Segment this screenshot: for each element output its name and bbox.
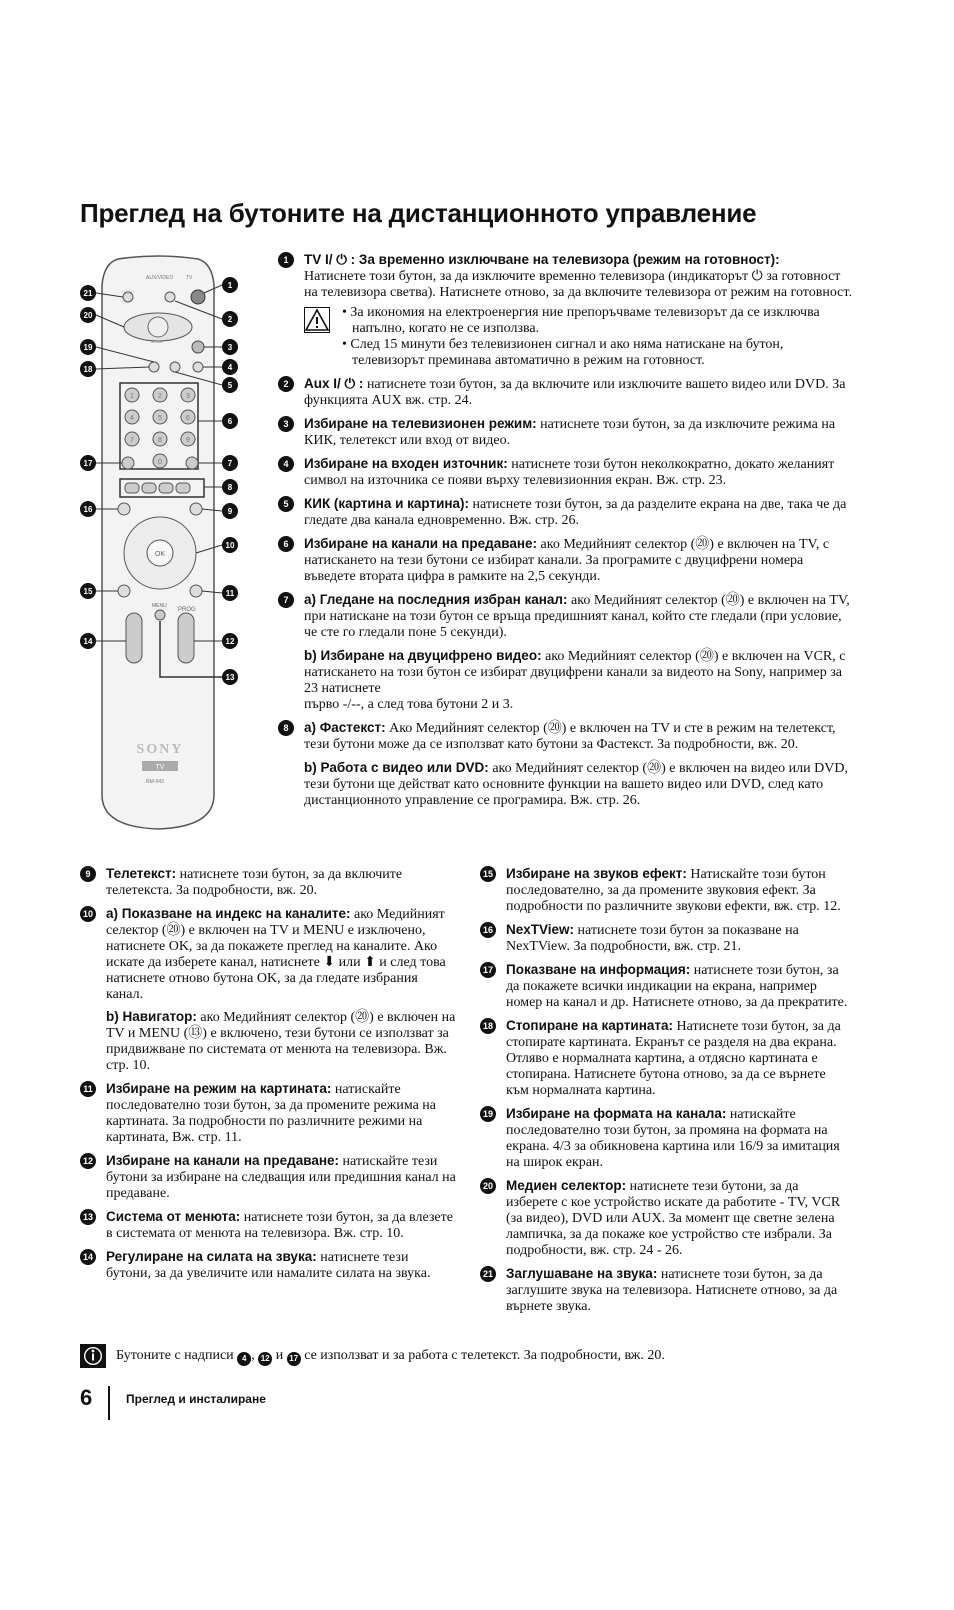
- svg-text:2: 2: [158, 393, 162, 400]
- svg-text:8: 8: [227, 483, 233, 492]
- entry-label: TV I/ ⏻ : За временно изключване на телевизора (режим на готовност):: [304, 252, 780, 267]
- info-ref-12: 12: [258, 1352, 272, 1366]
- volume-rocker[interactable]: [126, 613, 142, 663]
- input-select-button[interactable]: [193, 362, 203, 372]
- footer-section: Преглед и инсталиране: [126, 1392, 266, 1406]
- entry-6: [278, 536, 852, 585]
- remote-control-illustration: [80, 255, 270, 835]
- entry-label: Избиране на телевизионен режим:: [304, 416, 537, 431]
- svg-text:9: 9: [227, 507, 233, 516]
- picture-mode-button[interactable]: [190, 585, 202, 597]
- entry-14: 14 Регулиране на силата на звука: натиснете тези бутони, за да увеличите или намалите силата на звука.: [80, 1249, 456, 1282]
- entry-17: 17 Показване на информация: натиснете този бутон, за да покажете всички индикации на екрана, например номер на канал и др. Натиснете отново, за да прекратите.: [480, 962, 852, 1011]
- page-title: Преглед на бутоните на дистанционното управление: [80, 198, 757, 228]
- entry-number: 2: [278, 376, 294, 392]
- menu-button[interactable]: [155, 610, 165, 620]
- svg-text:0: 0: [158, 459, 162, 466]
- entry-number: 4: [278, 456, 294, 472]
- mode-label: MODE: [151, 339, 163, 344]
- entry-4: [278, 456, 852, 489]
- svg-text:19: 19: [83, 343, 93, 352]
- svg-text:5: 5: [158, 415, 162, 422]
- svg-text:4: 4: [227, 363, 233, 372]
- svg-text:6: 6: [186, 415, 190, 422]
- entry-20: 20 Медиен селектор: натиснете тези бутони, за да изберете с кое устройство искате да работите - TV, VCR (за видео), DVD или AUX. За момент ще светне зелена лампичка, за да покаже кое устройство сте избрали. За подробности, вж. стр. 24 - 26.: [480, 1178, 852, 1259]
- bottom-right-column: [480, 866, 852, 1322]
- svg-text:14: 14: [83, 637, 93, 646]
- entry-9: 9 Телетекст: натиснете този бутон, за да включите телетекста. За подробности, вж. 20.: [80, 866, 456, 899]
- entry-8a: a) Фастекст: Ако Медийният селектор (⑳) е включен на TV и сте в режим на телетекст, тези бутони може да се използват като бутони за Фастекст. За подробности, вж. 20.: [304, 720, 836, 752]
- mode-button[interactable]: [148, 317, 168, 337]
- svg-text:8: 8: [158, 437, 162, 444]
- entry-21: 21 Заглушаване на звука: натиснете този бутон, за да заглушите звука на телевизора. Натиснете отново, за да върнете звука.: [480, 1266, 852, 1315]
- entry-12: 12 Избиране на канали на предаване: натискайте тези бутони за избиране на следващия или предишния канал на предаване.: [80, 1153, 456, 1202]
- svg-text:20: 20: [83, 311, 93, 320]
- entry-7: [278, 592, 852, 713]
- entry-number: 1: [278, 252, 294, 268]
- footer-divider: [108, 1386, 110, 1420]
- svg-text:1: 1: [227, 281, 233, 290]
- entry-number: 6: [278, 536, 294, 552]
- aux-video-label: AUX/VIDEO: [146, 275, 174, 281]
- svg-text:13: 13: [225, 673, 235, 682]
- mute-button[interactable]: [123, 292, 133, 302]
- entry-16: 16 NexTView: натиснете този бутон за показване на NexTView. За подробности, вж. стр. 21.: [480, 922, 852, 955]
- entry-label: КИК (картина и картина):: [304, 496, 470, 511]
- entry-text: Натиснете този бутон, за да изключите временно телевизора (индикаторът ⏻ за готовност на телевизора светва). Натиснете отново, за да включите телевизора от режим на готовност.: [304, 269, 852, 300]
- svg-text:15: 15: [83, 587, 93, 596]
- svg-text:3: 3: [186, 393, 190, 400]
- svg-text:2: 2: [227, 315, 233, 324]
- info-icon: [80, 1344, 106, 1368]
- bottom-left-column: [80, 866, 456, 1289]
- tv-mode-button[interactable]: [192, 341, 204, 353]
- entry-text: натиснете този бутон неколкократно, докато желаният символ на източника се появи върху телевизионния екран. Вж. стр. 23.: [304, 457, 835, 488]
- entry-11: 11 Избиране на режим на картината: натискайте последователно този бутон, за да промените режима на картината. За подробности по различните режими на картината, Вж. стр. 11.: [80, 1081, 456, 1146]
- entry-19: 19 Избиране на формата на канала: натискайте последователно този бутон, за промяна на формата на екрана. 4/3 за обикновена картина или 16/9 за имитация на широк екран.: [480, 1106, 852, 1171]
- entry-7a: a) Гледане на последния избран канал: ако Медийният селектор (⑳) е включен на TV, при натискане на този бутон се връща предишният канал, който сте гледали (при условие, че сте го гледали поне 5 секунди).: [304, 592, 850, 640]
- entry-2: [278, 376, 852, 409]
- menu-label: MENU: [152, 603, 167, 609]
- svg-text:7: 7: [227, 459, 233, 468]
- svg-text:7: 7: [130, 437, 134, 444]
- tv-power-button[interactable]: [191, 290, 205, 304]
- svg-text:3: 3: [227, 343, 233, 352]
- svg-text:16: 16: [83, 505, 93, 514]
- svg-text:12: 12: [225, 637, 235, 646]
- entry-1: [278, 252, 852, 369]
- entry-13: 13 Система от менюта: натиснете този бутон, за да влезете в системата от менюта на телевизора. Вж. стр. 10.: [80, 1209, 456, 1242]
- aux-power-button[interactable]: [165, 292, 175, 302]
- picture-format-button[interactable]: [149, 362, 159, 372]
- svg-text:9: 9: [186, 437, 190, 444]
- entry-text: натиснете този бутон, за да включите или изключите вашето видео или DVD. За функцията AUX вж. стр. 24.: [304, 377, 846, 408]
- svg-text:11: 11: [225, 589, 235, 598]
- entry-15: 15 Избиране на звуков ефект: Натискайте този бутон последователно, за да промените звуковия ефект. За подробности по различните звукови ефекти, вж. стр. 12.: [480, 866, 852, 915]
- program-rocker[interactable]: [178, 613, 194, 663]
- entry-number: 8: [278, 720, 294, 736]
- entry-label: Aux I/ ⏻ :: [304, 376, 364, 391]
- prog-label: PROG: [178, 607, 196, 613]
- warning-note: [304, 305, 852, 369]
- freeze-button[interactable]: [170, 362, 180, 372]
- svg-text:17: 17: [83, 459, 93, 468]
- entry-label: Избиране на входен източник:: [304, 456, 508, 471]
- svg-text:18: 18: [83, 365, 93, 374]
- entry-10: 10 a) Показване на индекс на каналите: ако Медийният селектор (⑳) е включен на TV и MENU е изключено, натиснете OK, за да покажете преглед на каналите. Ако искате да изберете канал, натиснете ⬇ или ⬆ и след това натиснете отново бутона OK, за да гледате избрания канал. b) Навигатор: ако Медийният селектор (⑳) е включен на TV и MENU (⑬) е включено, тези бутони се използват за придвижване по системата от менюта на телевизора. Вж. стр. 10.: [80, 906, 456, 1074]
- model-code: RM-943: [146, 779, 164, 785]
- teletext-button[interactable]: [190, 503, 202, 515]
- warning-bullet: • За икономия на електроенергия ние препоръчваме телевизорът да се изключва напълно, когато не се използва.: [342, 305, 820, 336]
- entry-8: [278, 720, 852, 809]
- entry-number: 5: [278, 496, 294, 512]
- info-text: Бутоните с надписи 4 , 12 и 17 се използват и за работа с телетекст. За подробности, вж. 20.: [116, 1347, 665, 1366]
- entry-8b: b) Работа с видео или DVD: ако Медийният селектор (⑳) е включен на видео или DVD, тези бутони ще действат като основните функции на вашето видео или DVD, след като дистанционното управление се програмира. Вж. стр. 26.: [304, 760, 848, 808]
- svg-text:6: 6: [227, 417, 233, 426]
- entry-number: 3: [278, 416, 294, 432]
- ok-label: OK: [154, 551, 166, 558]
- svg-text:4: 4: [130, 415, 134, 422]
- last-channel-button[interactable]: [186, 457, 198, 469]
- info-button[interactable]: [122, 457, 134, 469]
- tv-model-label: TV: [155, 764, 165, 771]
- warning-icon: [304, 307, 330, 333]
- entry-text: ако Медийният селектор (⑳) е включен на TV, с натискането на тези бутони се избират канали. За програмите с двуцифрени номера въведете втората цифра в рамките на 2,5 секунди.: [304, 537, 830, 584]
- info-ref-17: 17: [287, 1352, 301, 1366]
- entry-text: натиснете този бутон, за да разделите екрана на две, така че да гледате два канала едновременно. Вж. стр. 26.: [304, 497, 847, 528]
- entry-10b: b) Навигатор: ако Медийният селектор (⑳) е включен на TV и MENU (⑬) е включено, тези бутони се използват за придвижване по системата от менюта на телевизора. Вж. стр. 10.: [106, 1009, 456, 1073]
- info-ref-4: 4: [237, 1352, 251, 1366]
- entry-7b: b) Избиране на двуцифрено видео: ако Медийният селектор (⑳) е включен на VCR, с натискането на този бутон се избират двуцифрени канали за видеото на Sony, например за 23 натиснете първо -/--, а след това бутони 2 и 3.: [304, 648, 846, 712]
- brand-logo: SONY: [136, 742, 184, 757]
- top-description-column: [278, 252, 852, 816]
- entry-label: Избиране на канали на предаване:: [304, 536, 538, 551]
- svg-text:1: 1: [130, 393, 134, 400]
- svg-text:10: 10: [225, 541, 235, 550]
- warning-bullet: • След 15 минути без телевизионен сигнал и ако няма натискане на бутон, телевизорът преминава автоматично в режим на готовност.: [342, 337, 784, 368]
- page-number: 6: [80, 1385, 93, 1410]
- nextview-button[interactable]: [118, 503, 130, 515]
- entry-3: [278, 416, 852, 449]
- entry-5: [278, 496, 852, 529]
- entry-number: 7: [278, 592, 294, 608]
- svg-text:21: 21: [83, 289, 93, 298]
- entry-18: 18 Стопиране на картината: Натиснете този бутон, за да стопирате картината. Екранът се разделя на два екрана. Отляво е нормалната картина, а отдясно картината е стопирана. Натиснете бутона отново, за да се върнете към нормалната картина.: [480, 1018, 852, 1099]
- tv-top-label: TV: [186, 275, 193, 281]
- entry-text: натиснете този бутон, за да изключите режима на КИК, телетекст или вход от видео.: [304, 417, 836, 448]
- svg-text:5: 5: [227, 381, 233, 390]
- sound-effect-button[interactable]: [118, 585, 130, 597]
